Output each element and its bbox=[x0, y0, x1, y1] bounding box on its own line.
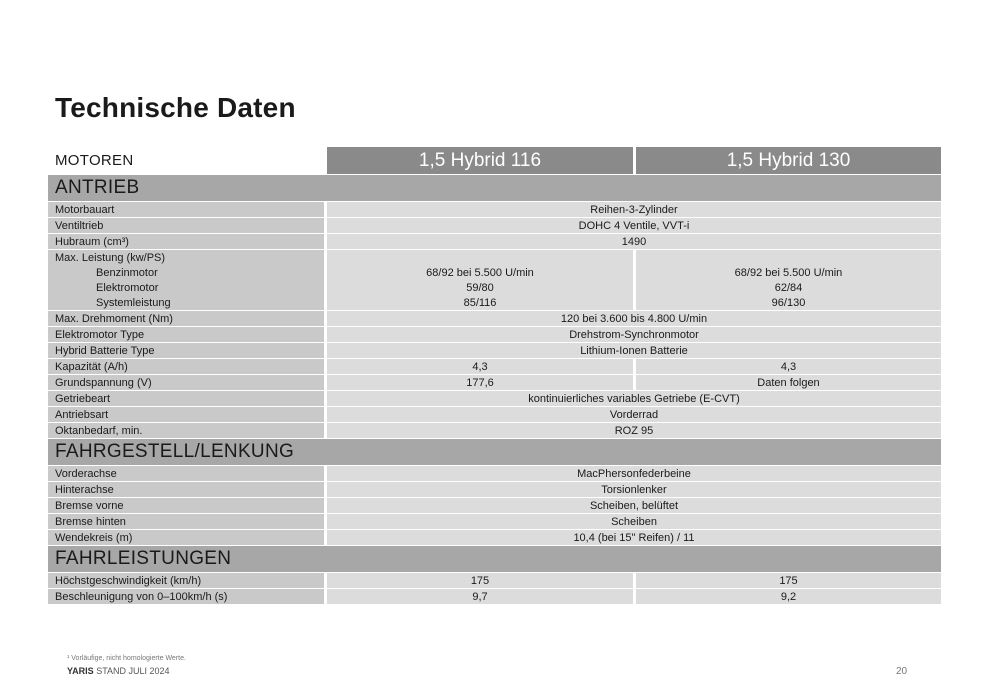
section-fahrleistungen: FAHRLEISTUNGEN bbox=[48, 546, 941, 572]
row-value: ROZ 95 bbox=[327, 423, 941, 438]
row-label: Vorderachse bbox=[48, 466, 324, 481]
table-row bbox=[48, 407, 941, 422]
row-value: 9,7 bbox=[327, 589, 633, 604]
leistung-labels bbox=[48, 250, 324, 310]
leistung-block bbox=[48, 250, 941, 310]
row-value: 120 bei 3.600 bis 4.800 U/min bbox=[327, 311, 941, 326]
table-row bbox=[48, 327, 941, 342]
row-label: Max. Leistung (kw/PS) bbox=[55, 251, 166, 264]
table-row bbox=[48, 218, 941, 233]
table-row bbox=[48, 343, 941, 358]
row-value: Daten folgen bbox=[636, 375, 941, 390]
row-value: Lithium-Ionen Batterie bbox=[327, 343, 941, 358]
row-label: Antriebsart bbox=[48, 407, 324, 422]
row-label: Kapazität (A/h) bbox=[48, 359, 324, 374]
row-label: Getriebeart bbox=[48, 391, 324, 406]
leistung-col-116 bbox=[327, 250, 633, 310]
row-value: Scheiben bbox=[327, 514, 941, 529]
row-label: Beschleunigung von 0–100km/h (s) bbox=[48, 589, 324, 604]
section-fahrgestell: FAHRGESTELL/LENKUNG bbox=[48, 439, 941, 465]
row-label: Hinterachse bbox=[48, 482, 324, 497]
table-row bbox=[48, 589, 941, 604]
table-row bbox=[48, 530, 941, 545]
row-value: 10,4 (bei 15" Reifen) / 11 bbox=[327, 530, 941, 545]
row-label: Elektromotor Type bbox=[48, 327, 324, 342]
row-label: Elektromotor bbox=[96, 281, 159, 294]
row-label: Max. Drehmoment (Nm) bbox=[48, 311, 324, 326]
table-row bbox=[48, 234, 941, 249]
table-row bbox=[48, 359, 941, 374]
row-value: Vorderrad bbox=[327, 407, 941, 422]
row-value: 175 bbox=[636, 573, 941, 588]
row-label: Hubraum (cm³) bbox=[48, 234, 324, 249]
table-row bbox=[48, 423, 941, 438]
row-value: 175 bbox=[327, 573, 633, 588]
row-label: Benzinmotor bbox=[96, 266, 158, 279]
header-label: MOTOREN bbox=[55, 152, 134, 169]
footer-brand: YARIS bbox=[67, 666, 94, 676]
table-row bbox=[48, 466, 941, 481]
section-antrieb: ANTRIEB bbox=[48, 175, 941, 201]
row-value: 1490 bbox=[327, 234, 941, 249]
header-col-hybrid-116: 1,5 Hybrid 116 bbox=[327, 147, 633, 174]
row-value: 96/130 bbox=[771, 296, 806, 309]
header-col-hybrid-130: 1,5 Hybrid 130 bbox=[636, 147, 941, 174]
row-value: kontinuierliches variables Getriebe (E-CVT) bbox=[327, 391, 941, 406]
row-label: Systemleistung bbox=[96, 296, 171, 309]
row-value: 59/80 bbox=[466, 281, 494, 294]
row-value: 4,3 bbox=[636, 359, 941, 374]
table-header bbox=[48, 147, 941, 174]
row-value: 177,6 bbox=[327, 375, 633, 390]
row-value: 85/116 bbox=[463, 296, 497, 309]
footer-stand: STAND JULI 2024 bbox=[93, 666, 170, 676]
table-row bbox=[48, 573, 941, 588]
spec-table bbox=[48, 147, 941, 605]
row-label: Höchstgeschwindigkeit (km/h) bbox=[48, 573, 324, 588]
row-value: Drehstrom-Synchronmotor bbox=[327, 327, 941, 342]
row-value: Scheiben, belüftet bbox=[327, 498, 941, 513]
row-label: Hybrid Batterie Type bbox=[48, 343, 324, 358]
row-value: 9,2 bbox=[636, 589, 941, 604]
row-value: 68/92 bei 5.500 U/min bbox=[734, 266, 843, 279]
footnote: ¹ Vorläufige, nicht homologierte Werte. bbox=[67, 655, 186, 662]
page-title: Technische Daten bbox=[55, 92, 296, 123]
row-label: Grundspannung (V) bbox=[48, 375, 324, 390]
row-label: Oktanbedarf, min. bbox=[48, 423, 324, 438]
table-row bbox=[48, 311, 941, 326]
row-label: Ventiltrieb bbox=[48, 218, 324, 233]
table-row bbox=[48, 375, 941, 390]
row-label: Bremse vorne bbox=[48, 498, 324, 513]
table-row bbox=[48, 514, 941, 529]
row-label: Motorbauart bbox=[48, 202, 324, 217]
table-row bbox=[48, 202, 941, 217]
row-value: 68/92 bei 5.500 U/min bbox=[426, 266, 534, 279]
row-value: 4,3 bbox=[327, 359, 633, 374]
row-label: Wendekreis (m) bbox=[48, 530, 324, 545]
table-row bbox=[48, 498, 941, 513]
leistung-col-130 bbox=[636, 250, 941, 310]
table-row bbox=[48, 391, 941, 406]
row-label: Bremse hinten bbox=[48, 514, 324, 529]
row-value: Reihen-3-Zylinder bbox=[327, 202, 941, 217]
footer-brand-line bbox=[67, 666, 170, 676]
row-value: 62/84 bbox=[774, 281, 803, 294]
row-value: MacPhersonfederbeine bbox=[327, 466, 941, 481]
row-value: Torsionlenker bbox=[327, 482, 941, 497]
row-value: DOHC 4 Ventile, VVT-i bbox=[327, 218, 941, 233]
table-row bbox=[48, 482, 941, 497]
page-number: 20 bbox=[896, 666, 908, 677]
